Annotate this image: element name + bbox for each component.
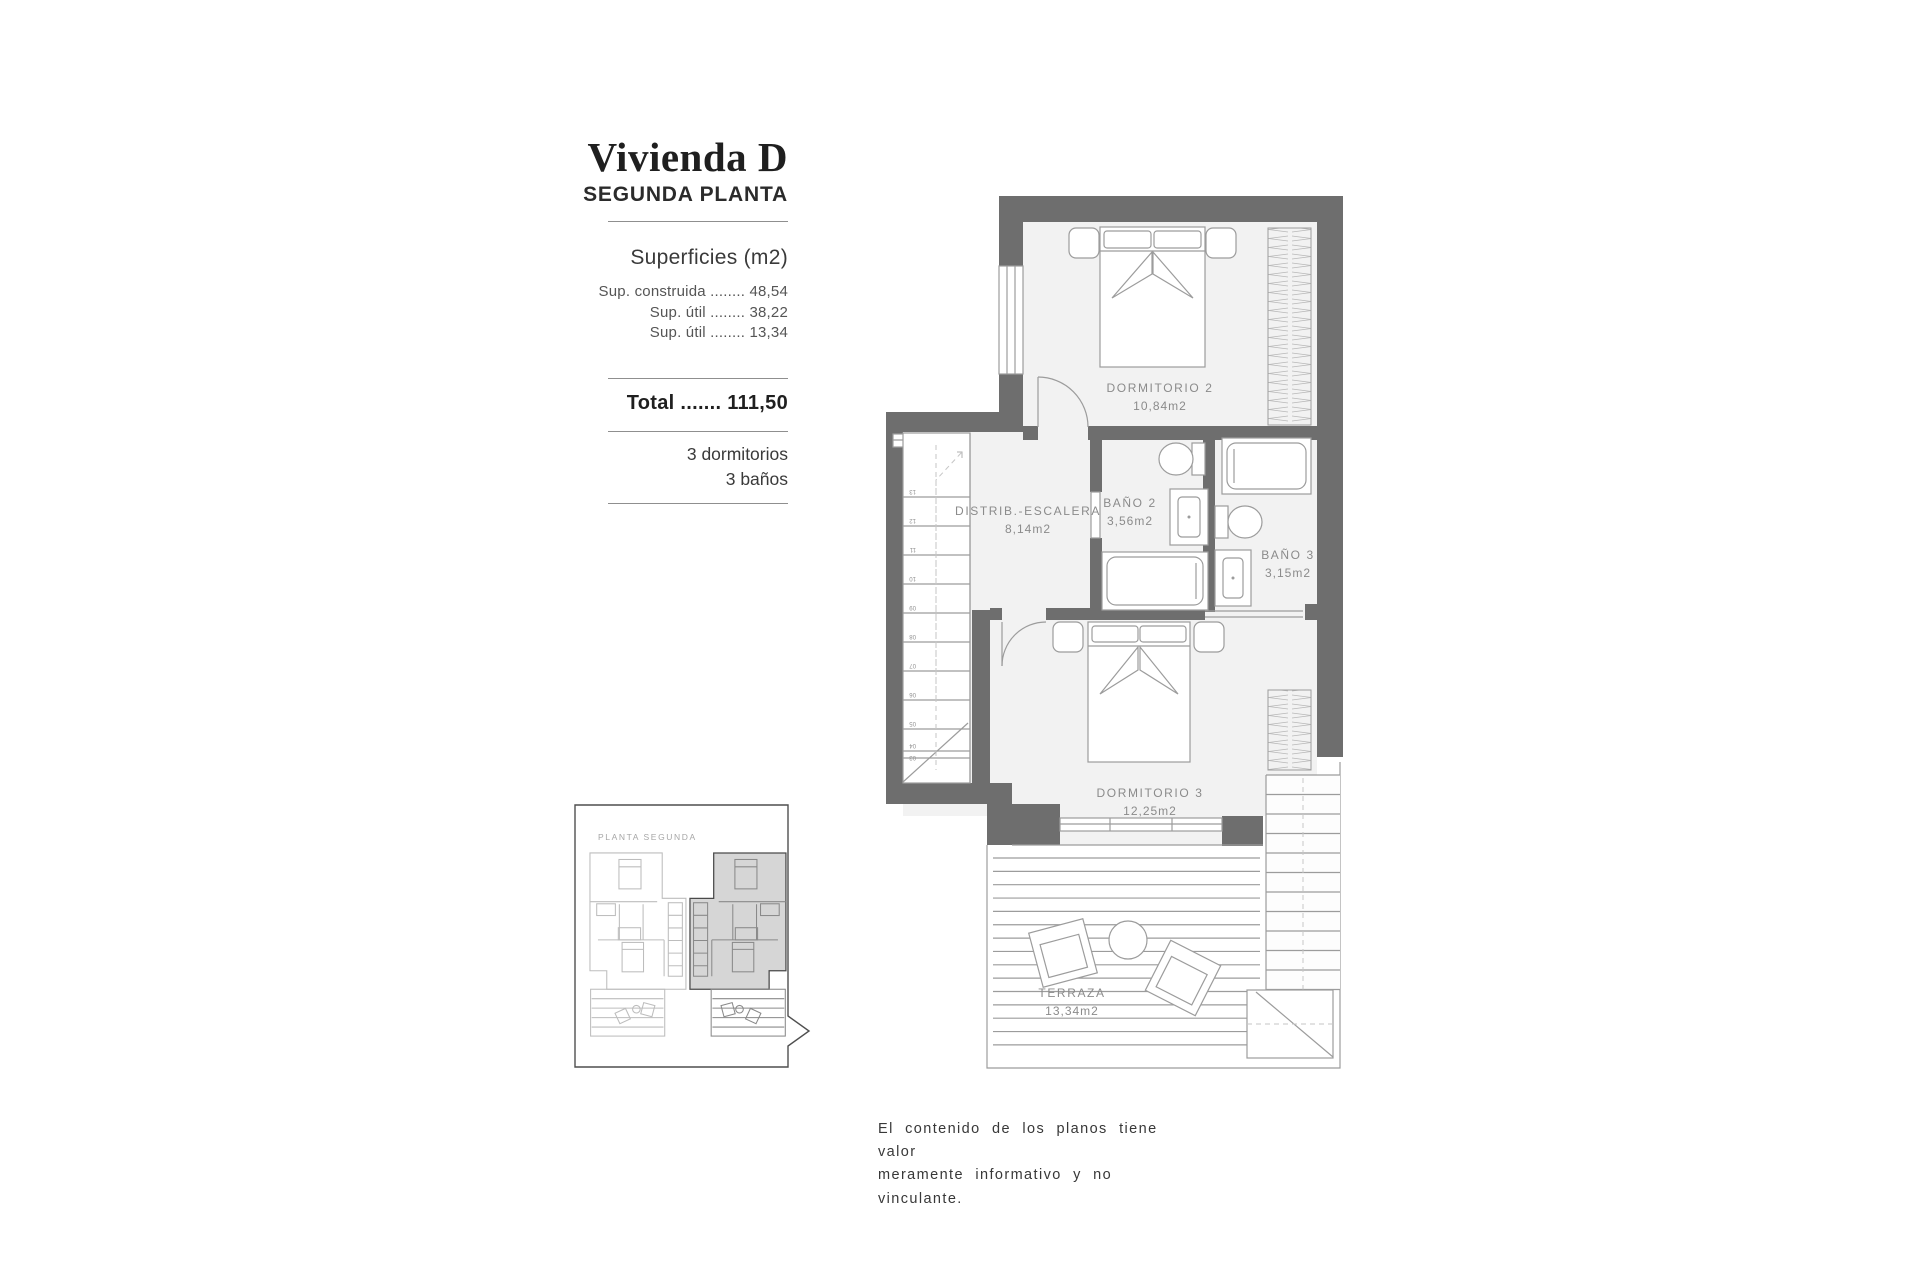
surface-row: Sup. construida ........ 48,54 (598, 283, 788, 301)
interior-stairs (903, 433, 970, 783)
sink-bano3 (1215, 550, 1251, 606)
svg-text:07: 07 (909, 662, 916, 668)
svg-text:06: 06 (909, 691, 916, 697)
room-area: 3,56m2 (1106, 514, 1154, 528)
svg-text:09: 09 (909, 604, 916, 610)
svg-text:12: 12 (909, 517, 916, 523)
surface-row: Sup. útil ........ 38,22 (649, 303, 788, 321)
surface-row: Sup. útil ........ 13,34 (649, 324, 788, 342)
disclaimer-line: meramente informativo y no vinculante. (878, 1167, 1113, 1207)
nightstand (1206, 228, 1236, 258)
room-area: 12,25m2 (1123, 804, 1177, 818)
total-line: Total ....... 111,50 (626, 392, 788, 415)
svg-text:05: 05 (909, 720, 916, 726)
room-area: 10,84m2 (1133, 399, 1187, 413)
svg-text:03: 03 (909, 754, 916, 760)
bathtub-bano2 (1102, 552, 1208, 610)
plan-title: Vivienda D (587, 134, 788, 180)
bathtub-bano3 (1222, 438, 1311, 494)
svg-text:11: 11 (909, 546, 916, 552)
window-dormitorio2 (999, 266, 1023, 374)
wardrobe-dormitorio3 (1268, 690, 1311, 770)
svg-text:04: 04 (909, 742, 916, 748)
svg-text:13: 13 (909, 488, 916, 494)
toilet-bano3 (1215, 506, 1262, 538)
disclaimer-line: El contenido de los planos tiene valor (878, 1121, 1158, 1161)
room-label: DORMITORIO 3 (1096, 786, 1204, 800)
room-area: 8,14m2 (1004, 522, 1052, 536)
room-label: TERRAZA (1038, 986, 1106, 1000)
room-area: 13,34m2 (1045, 1004, 1099, 1018)
room-label: BAÑO 3 (1261, 548, 1315, 562)
surfaces-heading: Superficies (m2) (630, 246, 788, 270)
inset-caption: PLANTA SEGUNDA (598, 832, 697, 842)
nightstand (1053, 622, 1083, 652)
terrace-table (1109, 921, 1147, 959)
room-label: DORMITORIO 2 (1106, 381, 1214, 395)
nightstand (1069, 228, 1099, 258)
wardrobe-dormitorio2 (1268, 228, 1311, 425)
feature-baths: 3 baños (725, 469, 788, 490)
room-label: BAÑO 2 (1103, 496, 1157, 510)
main-plan (886, 196, 1343, 1068)
room-label: DISTRIB.-ESCALERA (955, 504, 1101, 518)
feature-bedrooms: 3 dormitorios (686, 444, 788, 465)
svg-text:10: 10 (909, 575, 916, 581)
sink-bano2 (1170, 489, 1208, 545)
svg-text:08: 08 (909, 633, 916, 639)
keyplan-inset (575, 805, 809, 1067)
bed-dormitorio3 (1088, 622, 1190, 762)
nightstand (1194, 622, 1224, 652)
toilet-bano2 (1159, 443, 1205, 475)
disclaimer (878, 1118, 1178, 1211)
terrace-chair (1029, 919, 1098, 988)
plan-subtitle: SEGUNDA PLANTA (583, 183, 788, 207)
bed-dormitorio2 (1100, 227, 1205, 367)
room-area: 3,15m2 (1264, 566, 1312, 580)
